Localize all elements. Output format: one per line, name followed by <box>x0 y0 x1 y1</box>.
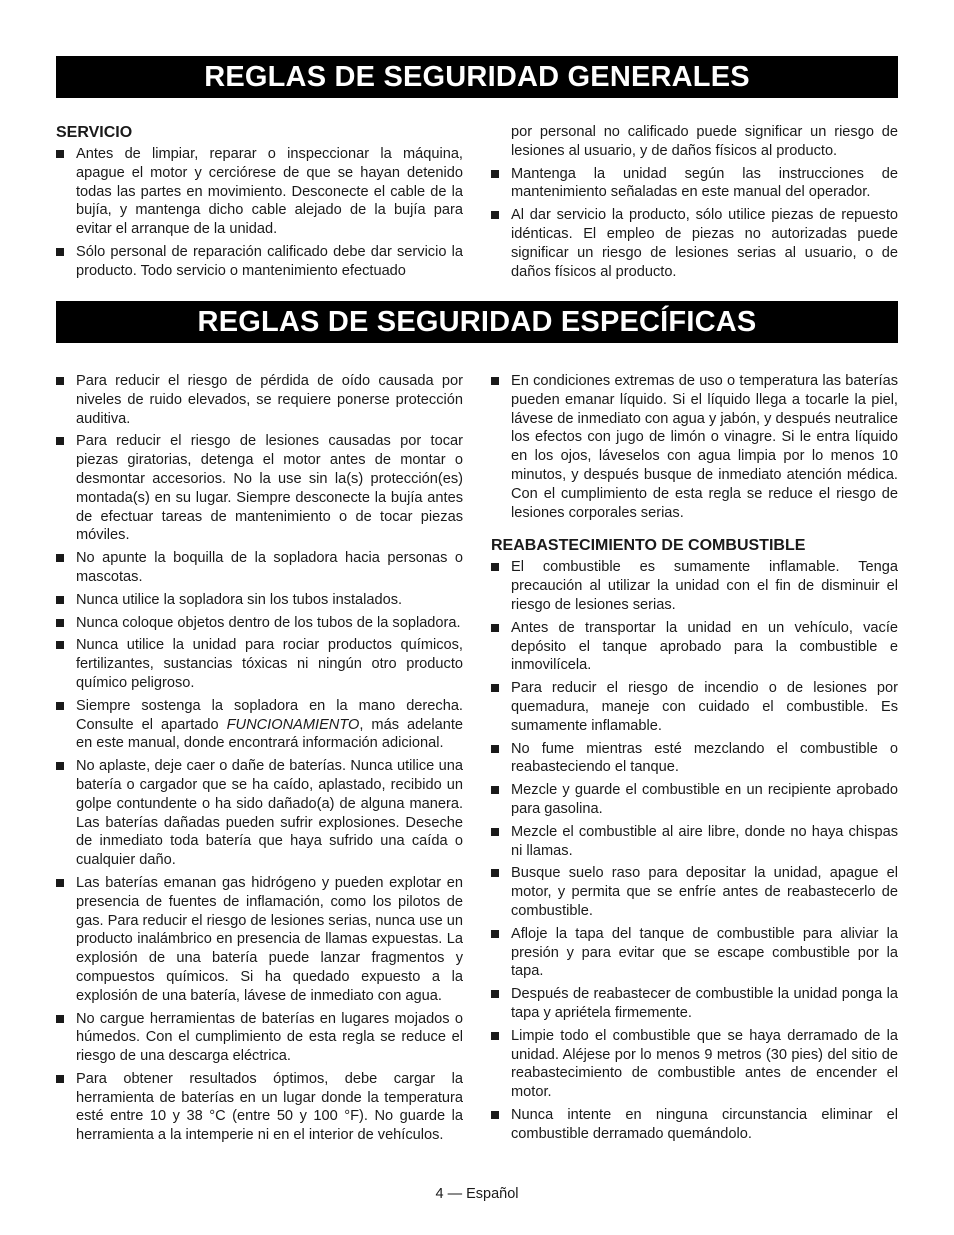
list-item: El combustible es sumamente inflamable. Tenga precaución al utilizar la unidad con el fin de disminuir el riesgo de lesiones serias. <box>491 558 898 614</box>
list-item: No aplaste, deje caer o dañe de baterías. Nunca utilice una batería o cargador que se ha caído, aplastado, recibido un golpe contundente o ha sido dañado(a) de alguna manera. Las baterías dañadas pueden sufrir explosiones. Deseche de inmediato toda batería que haya sufrido una caída o cualquier daño. <box>56 757 463 870</box>
servicio-heading: SERVICIO <box>56 124 133 141</box>
list-item: Antes de transportar la unidad en un vehículo, vacíe depósito el tanque aprobado para la combustible e inmovilícela. <box>491 619 898 675</box>
list-item: Busque suelo raso para depositar la unidad, apague el motor, y permita que se enfríe antes de reabastecerlo de combustible. <box>491 864 898 920</box>
list-item: Al dar servicio la producto, sólo utilice piezas de repuesto idénticas. El empleo de piezas no autorizadas puede significar un riesgo de lesiones serias al usuario, o de daños físicos al producto. <box>491 206 898 281</box>
specific-safety-banner: REGLAS DE SEGURIDAD ESPECÍFICAS <box>56 301 898 343</box>
list-item: Para reducir el riesgo de lesiones causadas por tocar piezas giratorias, detenga el motor antes de montar o desmontar accesorios. No la use sin la(s) protección(es) montada(s) en su lugar. Siempre desconecte la bujía antes de efectuar tareas de mantenimiento o de tocar piezas móviles. <box>56 432 463 545</box>
list-item: Mantenga la unidad según las instrucciones de mantenimiento señaladas en este manual del operador. <box>491 165 898 203</box>
servicio-left-column <box>56 123 463 285</box>
list-item: No cargue herramientas de baterías en lugares mojados o húmedos. Con el cumplimiento de esta regla se reduce el riesgo de una descarga eléctrica. <box>56 1010 463 1066</box>
list-item: Nunca utilice la sopladora sin los tubos instalados. <box>56 591 463 610</box>
list-item-hold-blower: Siempre sostenga la sopladora en la mano derecha. Consulte el apartado FUNCIONAMIENTO, más adelante en este manual, donde encontrará información adicional. <box>56 697 463 753</box>
list-item: Nunca coloque objetos dentro de los tubos de la sopladora. <box>56 614 463 633</box>
list-item: Antes de limpiar, reparar o inspeccionar la máquina, apague el motor y cerciórese de que se hayan detenido todas las partes en movimiento. Desconecte el cable de la bujía, y mantenga dicho cable alejado de la bujía para evitar el arranque de la unidad. <box>56 145 463 239</box>
page-footer: 4 — Español <box>435 1186 519 1202</box>
list-item: Nunca utilice la unidad para rociar productos químicos, fertilizantes, sustancias tóxicas ni ningún otro producto químico peligroso. <box>56 636 463 692</box>
list-item: Para reducir el riesgo de incendio o de lesiones por quemadura, maneje con cuidado el combustible. Es sumamente inflamable. <box>491 679 898 735</box>
list-item: Para reducir el riesgo de pérdida de oído causada por niveles de ruido elevados, se requiere ponerse protección auditiva. <box>56 372 463 428</box>
list-item: En condiciones extremas de uso o temperatura las baterías pueden emanar líquido. Si el líquido llega a tocarle la piel, lávese de inmediato con agua y jabón, y después neutralice los efectos con jugo de limón o vinagre. Si le entra líquido en los ojos, láveselos con agua limpia por lo menos 10 minutos, y después busque de inmediato atención médica. Con el cumplimiento de esta regla se reduce el riesgo de lesiones corporales serias. <box>491 372 898 522</box>
list-item: Mezcle el combustible al aire libre, donde no haya chispas ni llamas. <box>491 823 898 861</box>
list-item: Nunca intente en ninguna circunstancia eliminar el combustible derramado quemándolo. <box>491 1106 898 1144</box>
list-item-continued: por personal no calificado puede significar un riesgo de lesiones al usuario, y de daños físicos al producto. <box>511 124 898 159</box>
list-item: Sólo personal de reparación calificado debe dar servicio la producto. Todo servicio o mantenimiento efectuado <box>56 243 463 281</box>
list-item: Para obtener resultados óptimos, debe cargar la herramienta de baterías en un lugar donde la temperatura esté entre 10 y 38 °C (entre 50 y 100 °F). No guarde la herramienta a la intemperie ni en el interior de vehículos. <box>56 1070 463 1145</box>
specific-right-column <box>491 372 898 1147</box>
list-item: Mezcle y guarde el combustible en un recipiente aprobado para gasolina. <box>491 781 898 819</box>
funcionamiento-reference: FUNCIONAMIENTO <box>226 716 360 733</box>
list-item: Después de reabastecer de combustible la unidad ponga la tapa y apriétela firmemente. <box>491 985 898 1023</box>
refueling-heading: REABASTECIMIENTO DE COMBUSTIBLE <box>491 537 806 555</box>
specific-left-column <box>56 372 463 1149</box>
list-item: Afloje la tapa del tanque de combustible para aliviar la presión y para evitar que se escape combustible por la tapa. <box>491 925 898 981</box>
list-item: No fume mientras esté mezclando el combustible o reabasteciendo el tanque. <box>491 740 898 778</box>
list-item: Las baterías emanan gas hidrógeno y pueden explotar en presencia de fuentes de inflamación, como los pilotos de gas. Para reducir el riesgo de lesiones serias, nunca use un producto inalámbrico en presencia de llamas expuestas. La explosión de una batería puede lanzar fragmentos y compuestos químicos. Si ha quedado expuesto a la explosión de una batería, lávese de inmediato con agua. <box>56 874 463 1006</box>
list-item: No apunte la boquilla de la sopladora hacia personas o mascotas. <box>56 549 463 587</box>
general-safety-banner: REGLAS DE SEGURIDAD GENERALES <box>56 56 898 98</box>
servicio-right-column <box>491 123 898 285</box>
list-item: Limpie todo el combustible que se haya derramado de la unidad. Aléjese por lo menos 9 metros (30 pies) del sitio de reabastecimiento de combustible antes de encender el motor. <box>491 1027 898 1102</box>
